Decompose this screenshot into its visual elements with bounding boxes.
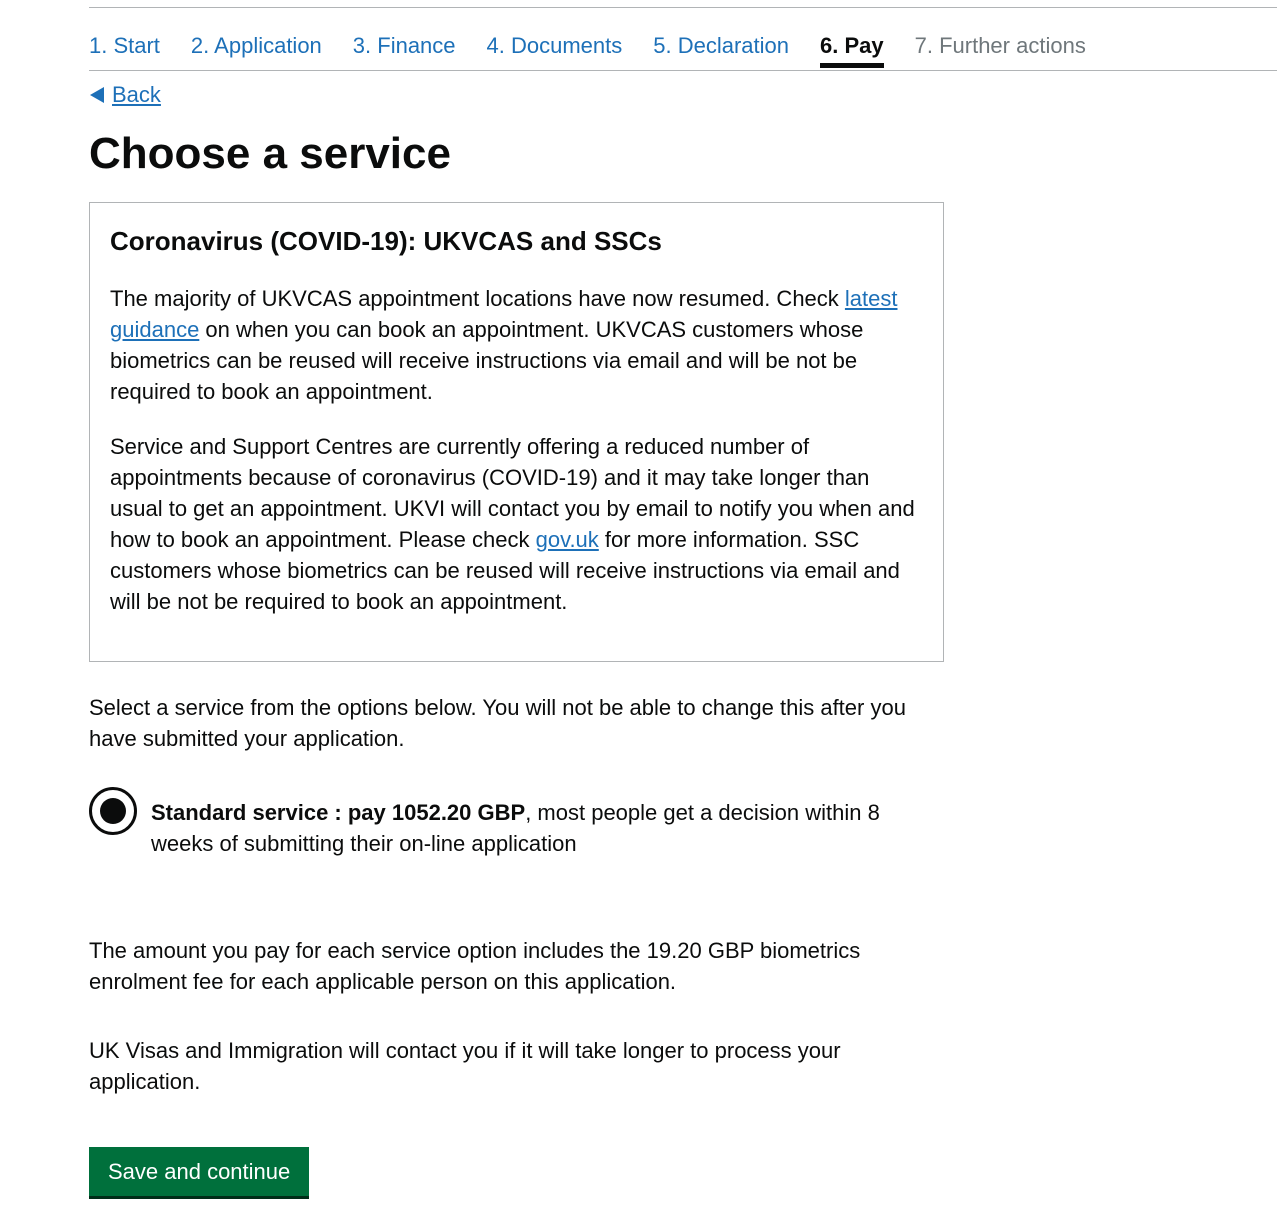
standard-service-option[interactable]	[89, 787, 919, 859]
ssc-text-end: for more information. SSC customers whose biometrics can be reused will receive instructions via email and will be not be required to book an appointment.	[110, 527, 900, 614]
step-finance[interactable]: 3. Finance	[352, 33, 456, 58]
ukvcas-text-start: The majority of UKVCAS appointment locations have now resumed. Check	[110, 286, 845, 311]
save-and-continue-button[interactable]: Save and continue	[89, 1147, 309, 1196]
step-pay: 6. Pay	[820, 30, 884, 68]
standard-service-price: Standard service : pay 1052.20 GBP	[151, 800, 526, 825]
standard-service-radio[interactable]	[89, 787, 137, 835]
latest-guidance-link[interactable]: latest guidance	[110, 286, 898, 342]
top-divider	[89, 7, 1277, 8]
covid-panel-heading: Coronavirus (COVID-19): UKVCAS and SSCs	[110, 226, 662, 256]
step-further-actions: 7. Further actions	[914, 33, 1086, 58]
ssc-text-start: Service and Support Centres are currently offering a reduced number of appointments because of coronavirus (COVID-19) and it may take longer than usual to get an appointment. UKVI will contact you by email to notify you when and how to book an appointment. Please check	[110, 434, 915, 552]
back-link[interactable]	[90, 80, 161, 110]
gov-uk-link[interactable]: gov.uk	[535, 527, 599, 552]
covid-info-panel	[89, 202, 944, 662]
standard-service-label[interactable]	[151, 787, 919, 859]
step-documents[interactable]: 4. Documents	[486, 33, 623, 58]
progress-steps	[89, 30, 1277, 71]
triangle-left-icon	[90, 87, 104, 103]
ukvcas-text-end: on when you can book an appointment. UKVCAS customers whose biometrics can be reused will receive instructions via email and will be not be required to book an appointment.	[110, 317, 864, 404]
page-title: Choose a service	[89, 129, 451, 178]
step-start[interactable]: 1. Start	[89, 33, 160, 58]
ssc-paragraph	[110, 431, 923, 617]
biometrics-fee-note: The amount you pay for each service option includes the 19.20 GBP biometrics enrolment fee for each applicable person on this application.	[89, 938, 861, 994]
ukvcas-paragraph	[110, 283, 923, 407]
step-declaration[interactable]: 5. Declaration	[653, 33, 790, 58]
step-application[interactable]: 2. Application	[190, 33, 322, 58]
radio-selected-dot	[100, 798, 126, 824]
ukvi-contact-note: UK Visas and Immigration will contact you if it will take longer to process your application.	[89, 1038, 841, 1094]
standard-service-description: , most people get a decision within 8 weeks of submitting their on-line application	[151, 800, 880, 856]
service-intro-text: Select a service from the options below. You will not be able to change this after you have submitted your application.	[89, 695, 906, 751]
back-link-label: Back	[112, 82, 161, 107]
